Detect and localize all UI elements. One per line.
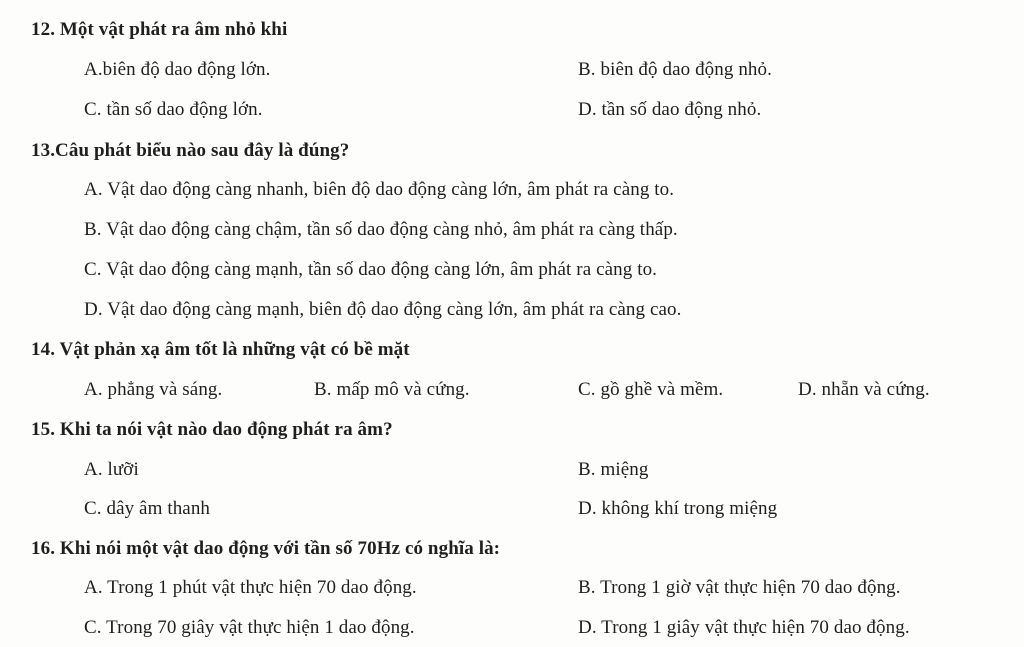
question-14-option-b: B. mấp mô và cứng. <box>314 379 470 400</box>
question-16-option-c: C. Trong 70 giây vật thực hiện 1 dao động. <box>84 617 415 638</box>
question-15-option-c: C. dây âm thanh <box>84 498 211 519</box>
question-15-option-b: B. miệng <box>578 459 649 480</box>
question-13-stem: 13.Câu phát biểu nào sau đây là đúng? <box>31 140 350 161</box>
question-13-option-d: D. Vật dao động càng mạnh, biên độ dao động càng lớn, âm phát ra càng cao. <box>84 299 682 320</box>
cropped-previous-line <box>180 0 820 2</box>
question-16-stem: 16. Khi nói một vật dao động với tần số 70Hz có nghĩa là: <box>31 538 501 559</box>
question-12-stem: 12. Một vật phát ra âm nhỏ khi <box>31 19 288 40</box>
question-15-option-a: A. lưỡi <box>84 459 139 480</box>
question-14-option-c: C. gồ ghề và mềm. <box>578 379 724 400</box>
question-16-option-b: B. Trong 1 giờ vật thực hiện 70 dao động. <box>578 577 901 598</box>
question-14-option-a: A. phẳng và sáng. <box>84 379 223 400</box>
question-12-option-a: A.biên độ dao động lớn. <box>84 59 271 80</box>
question-13-option-b: B. Vật dao động càng chậm, tần số dao động càng nhỏ, âm phát ra càng thấp. <box>84 219 678 240</box>
question-16-option-a: A. Trong 1 phút vật thực hiện 70 dao động. <box>84 577 417 598</box>
question-14-stem: 14. Vật phản xạ âm tốt là những vật có bề mặt <box>31 339 410 360</box>
question-12-option-d: D. tần số dao động nhỏ. <box>578 99 762 120</box>
question-12-option-c: C. tần số dao động lớn. <box>84 99 263 120</box>
question-13-option-a: A. Vật dao động càng nhanh, biên độ dao động càng lớn, âm phát ra càng to. <box>84 179 675 200</box>
question-14-option-d: D. nhẵn và cứng. <box>798 379 930 400</box>
question-15-option-d: D. không khí trong miệng <box>578 498 778 519</box>
question-16-option-d: D. Trong 1 giây vật thực hiện 70 dao động. <box>578 617 910 638</box>
question-13-option-c: C. Vật dao động càng mạnh, tần số dao động càng lớn, âm phát ra càng to. <box>84 259 658 280</box>
question-15-stem: 15. Khi ta nói vật nào dao động phát ra âm? <box>31 419 393 440</box>
question-12-option-b: B. biên độ dao động nhỏ. <box>578 59 772 80</box>
